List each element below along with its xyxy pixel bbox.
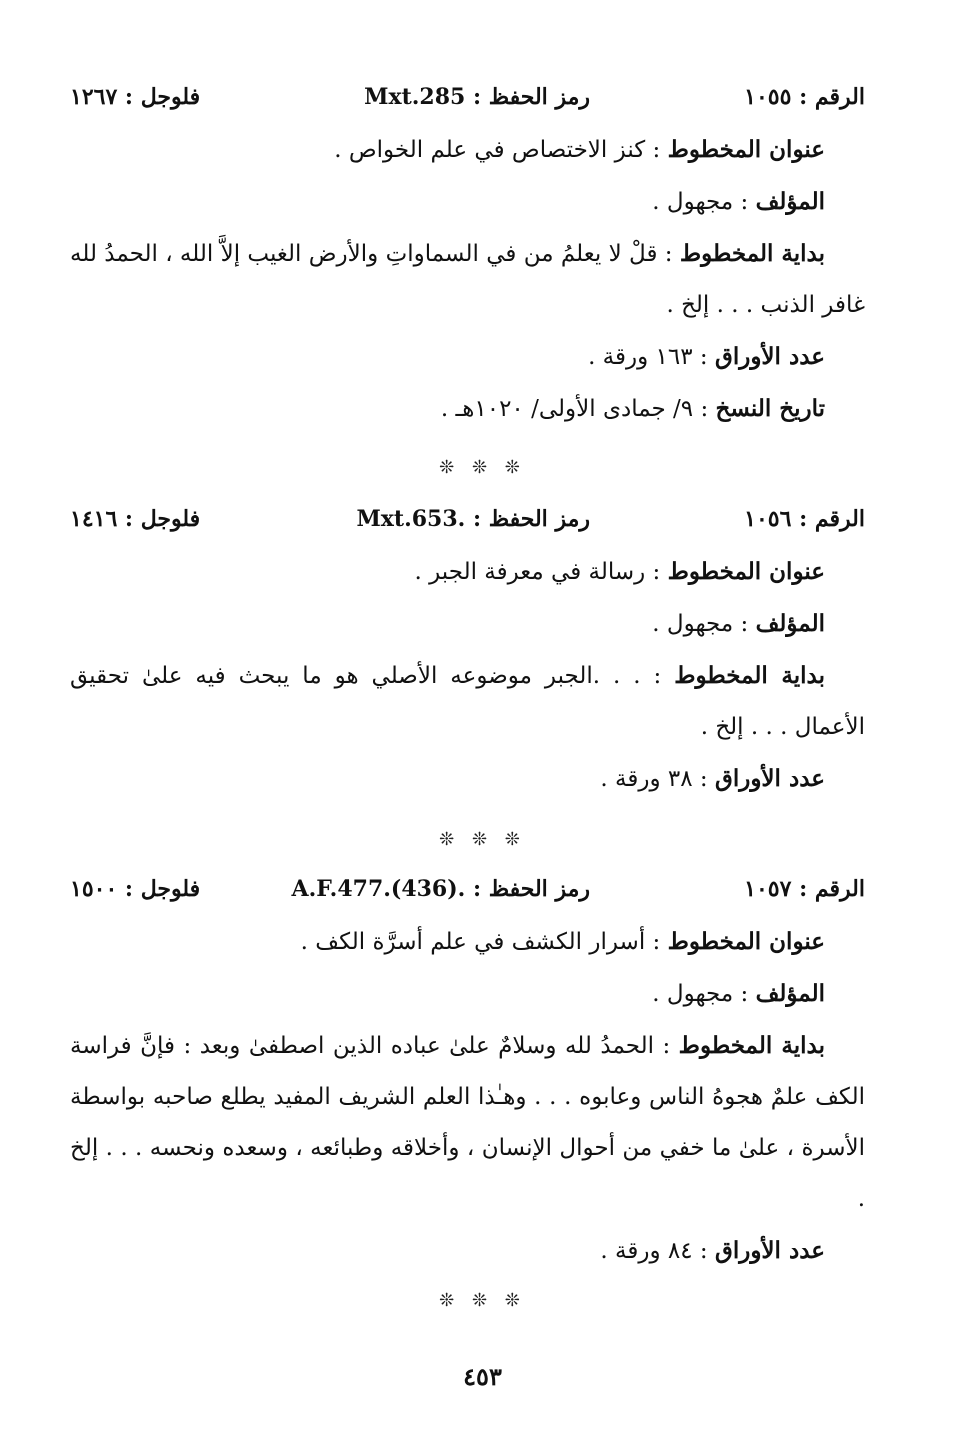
shelf-mark	[356, 506, 590, 532]
incipit-paragraph	[70, 228, 865, 331]
incipit-value: : . . .الجبر موضوعه الأصلي هو ما يبحث فيه علىٰ تحقيق الأعمال . . . إلخ .	[70, 663, 865, 740]
incipit-value: : قلْ لا يعلمُ من في السماواتِ والأرض الغيب إلاَّ الله ، الحمدُ لله غافر الذنب . . . إلخ .	[70, 241, 865, 318]
shelf-mark	[292, 876, 590, 902]
title-value: : كنز الاختصاص في علم الخواص .	[334, 137, 668, 163]
entry-header	[70, 506, 865, 546]
author-label: المؤلف	[755, 610, 825, 637]
folios-label: عدد الأوراق	[714, 1237, 825, 1264]
title-label: عنوان المخطوط	[667, 558, 825, 585]
author-line	[70, 968, 865, 1020]
shelf-mark-label: رمز الحفظ :	[465, 84, 590, 110]
copy-date-value: : ٩/ جمادى الأولى/ ١٠٢٠هـ .	[440, 396, 716, 422]
flugel-number: فلوجل : ١٤١٦	[70, 506, 201, 532]
title-line	[70, 916, 865, 968]
entry-header	[70, 876, 865, 916]
incipit-value: : الحمدُ لله وسلامٌ علىٰ عباده الذين اصطفىٰ وبعد : فإنَّ فراسة الكف علمٌ هجوهُ الناس وعابوه . . . وهـٰذا العلم الشريف المفيد يطلع صاحبه بواسطة الأسرة ، علىٰ ما خفي من أحوال الإنسان ، وأخلاقه وطبائعه ، وسعده ونحسه . . . إلخ .	[70, 1033, 865, 1212]
folios-value: : ٨٤ ورقة .	[600, 1238, 715, 1264]
author-line	[70, 598, 865, 650]
copy-date-label: تاريخ النسخ	[715, 395, 825, 422]
shelf-mark-label: رمز الحفظ :	[465, 506, 590, 532]
shelf-mark-value: A.F.477.(436).	[291, 876, 466, 902]
incipit-paragraph	[70, 650, 865, 753]
catalog-entry-1056	[70, 506, 865, 805]
title-line	[70, 546, 865, 598]
author-label: المؤلف	[755, 980, 825, 1007]
entry-number: الرقم : ١٠٥٧	[744, 876, 865, 902]
folios-line	[70, 753, 865, 805]
separator-stars: ❊ ❊ ❊	[439, 457, 526, 478]
folios-label: عدد الأوراق	[714, 343, 825, 370]
incipit-label: بداية المخطوط	[679, 240, 825, 267]
shelf-mark-value: Mxt.653.	[356, 506, 466, 532]
separator-stars: ❊ ❊ ❊	[439, 829, 526, 850]
folios-line	[70, 331, 865, 383]
entry-number: الرقم : ١٠٥٦	[744, 506, 865, 532]
author-value: : مجهول .	[652, 189, 756, 215]
incipit-paragraph	[70, 1020, 865, 1225]
copy-date-line	[70, 383, 865, 435]
folios-line	[70, 1225, 865, 1277]
page-number: ٤٥٣	[463, 1362, 502, 1391]
flugel-number: فلوجل : ١٥٠٠	[70, 876, 201, 902]
shelf-mark-label: رمز الحفظ :	[465, 876, 590, 902]
folios-value: : ١٦٣ ورقة .	[588, 344, 715, 370]
catalog-entry-1057	[70, 876, 865, 1277]
title-line	[70, 124, 865, 176]
author-line	[70, 176, 865, 228]
flugel-number: فلوجل : ١٢٦٧	[70, 84, 201, 110]
catalog-entry-1055	[70, 84, 865, 435]
author-label: المؤلف	[755, 188, 825, 215]
shelf-mark	[364, 84, 590, 110]
folios-label: عدد الأوراق	[714, 765, 825, 792]
title-value: : أسرار الكشف في علم أسرَّة الكف .	[300, 929, 668, 955]
separator-stars: ❊ ❊ ❊	[439, 1290, 526, 1311]
author-value: : مجهول .	[652, 611, 756, 637]
entry-header	[70, 84, 865, 124]
incipit-label: بداية المخطوط	[674, 662, 825, 689]
folios-value: : ٣٨ ورقة .	[600, 766, 715, 792]
author-value: : مجهول .	[652, 981, 756, 1007]
shelf-mark-value: Mxt.285	[364, 84, 466, 110]
title-label: عنوان المخطوط	[667, 928, 825, 955]
title-label: عنوان المخطوط	[667, 136, 825, 163]
entry-number: الرقم : ١٠٥٥	[744, 84, 865, 110]
title-value: : رسالة في معرفة الجبر .	[414, 559, 668, 585]
incipit-label: بداية المخطوط	[678, 1032, 825, 1059]
